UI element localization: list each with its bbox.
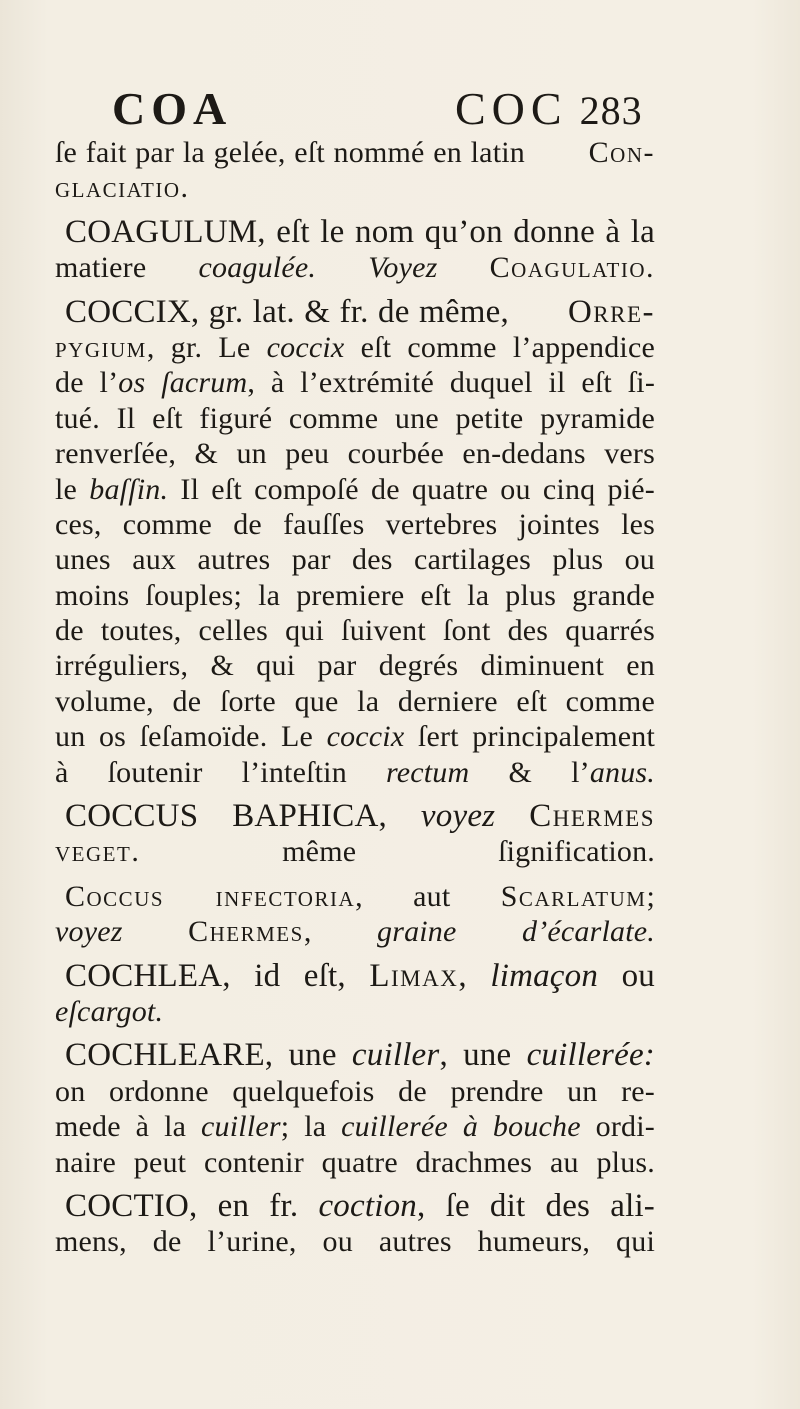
text-line: eſcargot. [55, 994, 164, 1028]
entry-coagulum-line: COAGULUM, eſt le nom qu’on donne à la [65, 214, 655, 250]
text-line: à ſoutenir l’inteſtin rectum & l’anus. [55, 755, 655, 789]
text-line: naire peut contenir quatre drachmes au plus. [55, 1145, 655, 1179]
text-line: ces, comme de fauſſes vertebres jointes les [55, 507, 655, 541]
running-head-right [455, 83, 643, 134]
text-line: moins ſouples; la premiere eſt la plus grande [55, 578, 655, 612]
text-line: pygium, gr. Le coccix eſt comme l’appendice [55, 330, 655, 364]
text-line: de l’os ſacrum, à l’extrémité duquel il eſt ſi- [55, 366, 655, 400]
text-line: unes aux autres par des cartilages plus ou [55, 543, 655, 577]
text-line: veget. même ſignification. [55, 835, 655, 869]
text-line: le baſſin. Il eſt compoſé de quatre ou cinq pié- [55, 472, 655, 506]
entry-cochleare-line: COCHLEARE, une cuiller, une cuillerée: [65, 1038, 655, 1074]
entry-coctio-line: COCTIO, en fr. coction, ſe dit des ali- [65, 1188, 655, 1224]
running-head-left: COA [112, 83, 233, 134]
entry-coccus-baphica-line: COCCUS BAPHICA, voyez Chermes [65, 799, 655, 835]
dictionary-text [55, 135, 655, 1260]
text-line: irréguliers, & qui par degrés diminuent en [55, 649, 655, 683]
text-line: mens, de l’urine, ou autres humeurs, qui [55, 1225, 655, 1259]
entry-coccix-line: COCCIX, gr. lat. & fr. de même, Orre- [65, 294, 655, 330]
text-line: matiere coagulée. Voyez Coagulatio. [55, 251, 655, 285]
text-line: on ordonne quelquefois de prendre un re- [55, 1074, 655, 1108]
text-line: ſe fait par la gelée, eſt nommé en latin Con- [55, 136, 655, 169]
entry-cochlea-line: COCHLEA, id eſt, Limax, limaçon ou [65, 958, 655, 994]
text-line: renverſée, & un peu courbée en-dedans vers [55, 437, 655, 471]
text-line: de toutes, celles qui ſuivent ſont des quarrés [55, 614, 655, 648]
text-line: glaciatio. [55, 171, 190, 205]
text-line: voyez Chermes, graine d’écarlate. [55, 915, 655, 949]
running-head-right-text: COC [455, 83, 568, 134]
entry-coccus-infectoria-line: Coccus infectoria, aut Scarlatum; [65, 879, 655, 913]
text-line: tué. Il eſt figuré comme une petite pyramide [55, 401, 655, 435]
text-line: un os ſeſamoïde. Le coccix ſert principalement [55, 720, 655, 754]
page-number: 283 [579, 88, 643, 133]
text-line: volume, de ſorte que la derniere eſt comme [55, 684, 655, 718]
text-line: mede à la cuiller; la cuillerée à bouche ordi- [55, 1110, 655, 1144]
